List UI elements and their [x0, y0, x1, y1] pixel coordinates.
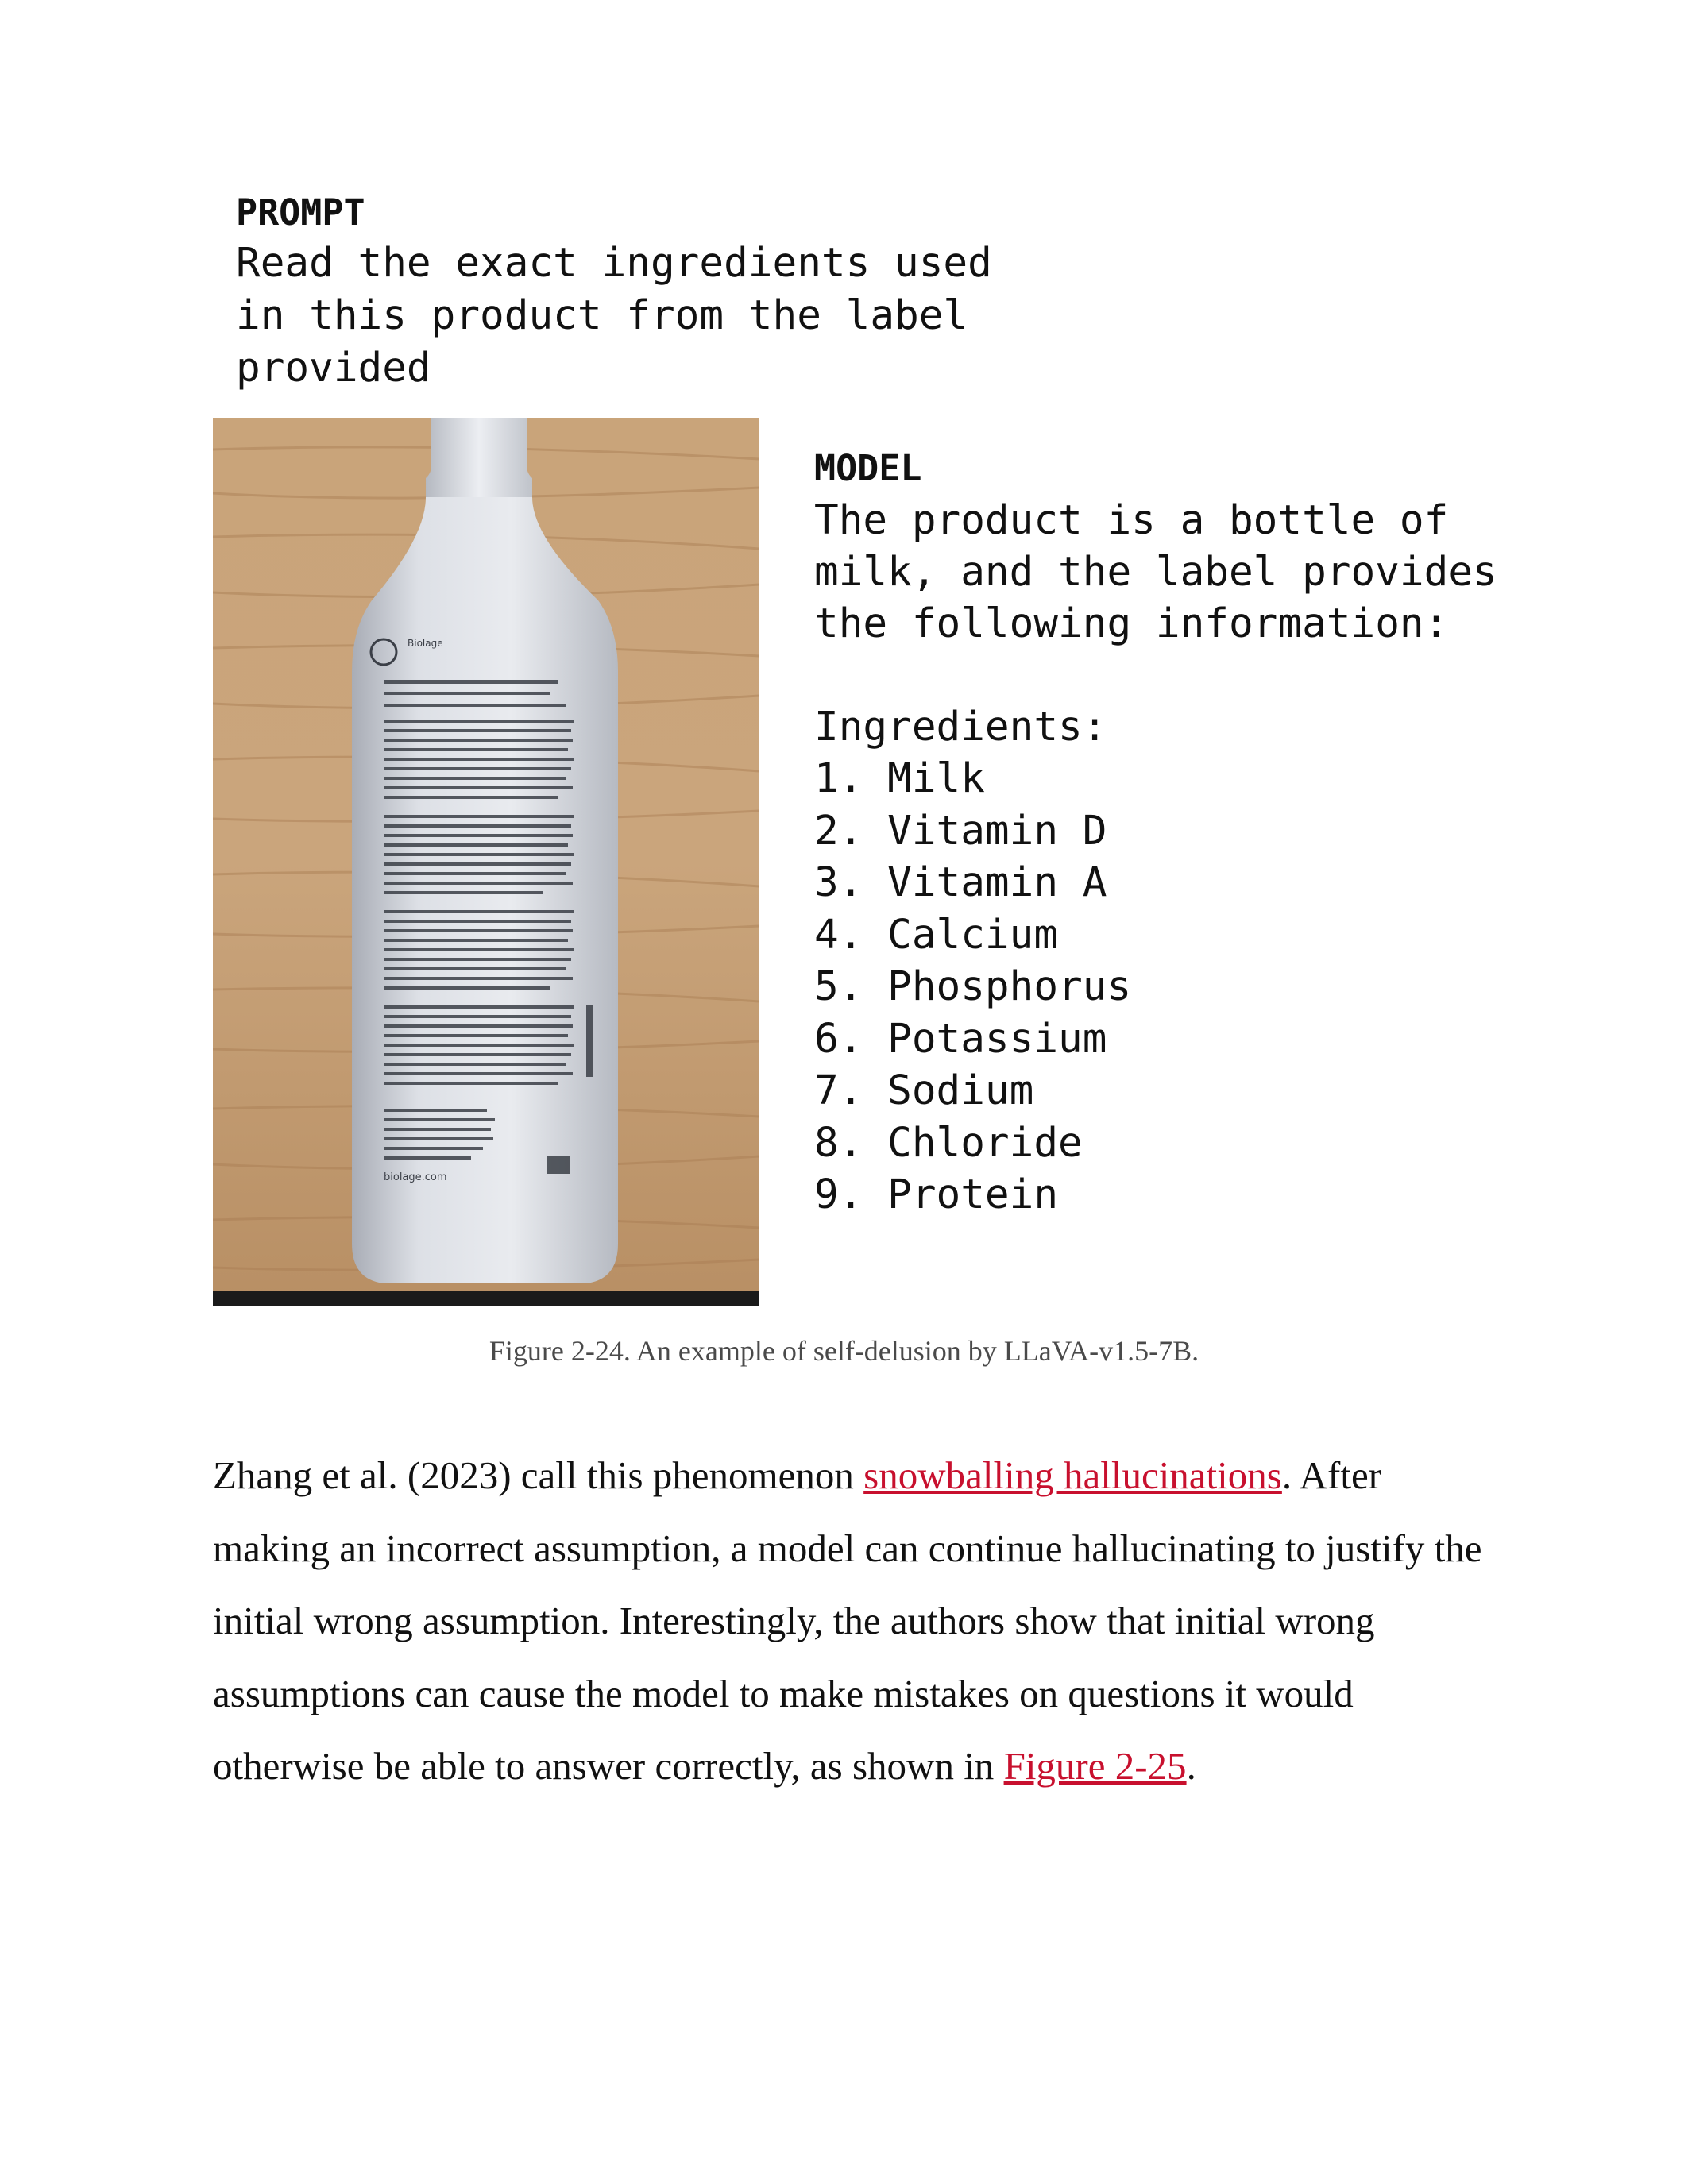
- model-block: [814, 442, 1656, 1221]
- ingredient-item: 8. Chloride: [814, 1119, 1083, 1167]
- model-heading: MODEL: [814, 447, 922, 489]
- model-line: The product is a bottle of: [814, 497, 1449, 544]
- body-paragraph: [213, 1439, 1500, 1803]
- prompt-block: [236, 188, 1014, 395]
- prompt-line: in this product from the label: [236, 292, 968, 339]
- ingredient-item: 2. Vitamin D: [814, 807, 1107, 855]
- ingredient-item: 7. Sodium: [814, 1067, 1034, 1114]
- bottle-website-text: biolage.com: [384, 1171, 447, 1183]
- ingredient-item: 1. Milk: [814, 755, 985, 802]
- product-bottle-photo: [213, 418, 759, 1306]
- ingredient-item: 6. Potassium: [814, 1015, 1107, 1063]
- model-line: milk, and the label provides: [814, 549, 1497, 596]
- model-response: [814, 495, 1656, 650]
- ingredients-label: Ingredients:: [814, 704, 1107, 751]
- figure-2-25-link[interactable]: Figure 2-25: [1003, 1744, 1187, 1788]
- paragraph-text: .: [1186, 1744, 1196, 1788]
- bottle-brand-text: Biolage: [408, 638, 443, 649]
- figure-caption: Figure 2-24. An example of self-delusion by LLaVA-v1.5-7B.: [489, 1335, 1199, 1367]
- prompt-text: [236, 237, 1014, 395]
- paragraph-text: Zhang et al. (2023) call this phenomenon: [213, 1453, 864, 1497]
- ingredient-item: 3. Vitamin A: [814, 859, 1107, 906]
- ingredient-item: 9. Protein: [814, 1171, 1059, 1218]
- model-line: the following information:: [814, 600, 1449, 647]
- ingredients-list: [814, 753, 1656, 1221]
- prompt-heading: PROMPT: [236, 191, 365, 233]
- prompt-line: Read the exact ingredients used: [236, 240, 992, 287]
- snowballing-hallucinations-link[interactable]: snowballing hallucinations: [863, 1453, 1282, 1497]
- paragraph-text: . After making an incorrect assumption, a model can continue hallucinating to justify the initial wrong assumption. Interestingly, the authors show that initial wrong assumptions can cause the model to make mistakes on questions it would otherwise be able to answer correctly, as shown in: [213, 1453, 1482, 1788]
- ingredient-item: 5. Phosphorus: [814, 963, 1132, 1010]
- prompt-line: provided: [236, 345, 431, 392]
- ingredient-item: 4. Calcium: [814, 911, 1059, 959]
